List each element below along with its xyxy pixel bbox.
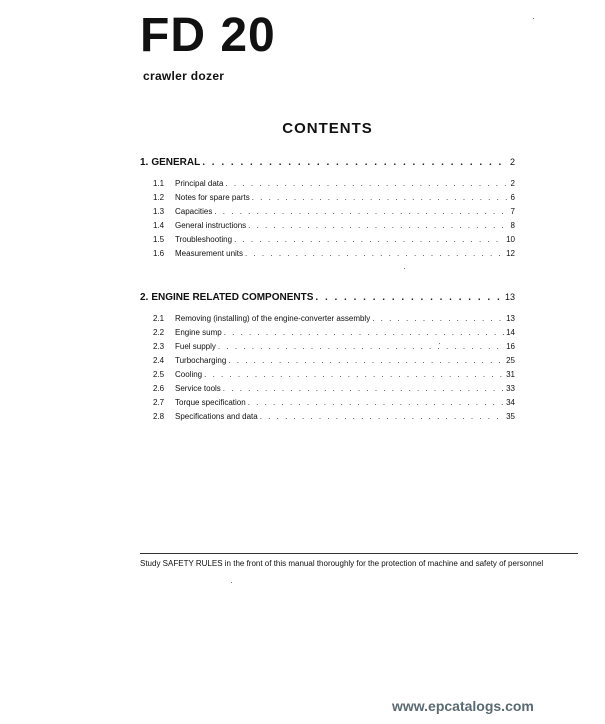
toc-entry	[140, 370, 515, 384]
toc-entry	[140, 314, 515, 328]
entry-number: 2.6	[153, 384, 165, 393]
entry-number: 2.5	[153, 370, 165, 379]
entry-title: Service tools	[175, 384, 221, 393]
section-title: ENGINE RELATED COMPONENTS	[151, 292, 314, 303]
toc-entry	[140, 235, 515, 249]
toc-entry	[140, 384, 515, 398]
entry-page: 8	[510, 221, 515, 230]
toc-entry	[140, 342, 515, 356]
toc-entry	[140, 193, 515, 207]
dot-leader	[204, 370, 504, 379]
model-subtitle: crawler dozer	[143, 69, 225, 83]
entry-page: 31	[506, 370, 515, 379]
watermark: www.epcatalogs.com	[392, 698, 534, 714]
dot-leader	[260, 412, 504, 421]
toc-section-heading	[140, 292, 515, 306]
entry-title: Troubleshooting	[175, 235, 233, 244]
dot-leader	[248, 398, 504, 407]
entry-number: 2.3	[153, 342, 165, 351]
scan-speck	[231, 582, 232, 583]
entry-number: 2.8	[153, 412, 165, 421]
dot-leader	[252, 193, 509, 202]
entry-number: 2.4	[153, 356, 165, 365]
entry-title: Fuel supply	[175, 342, 216, 351]
entry-number: 2.1	[153, 314, 165, 323]
footer-divider	[140, 553, 578, 554]
entry-number: 1.6	[153, 249, 165, 258]
toc-entry	[140, 249, 515, 263]
dot-leader	[234, 235, 504, 244]
entry-title: Engine sump	[175, 328, 222, 337]
dot-leader	[225, 179, 508, 188]
entry-title: Turbocharging	[175, 356, 227, 365]
entry-page: 16	[506, 342, 515, 351]
entry-page: 7	[510, 207, 515, 216]
toc-entry	[140, 179, 515, 193]
entry-title: Specifications and data	[175, 412, 258, 421]
entry-page: 12	[506, 249, 515, 258]
entry-page: 13	[506, 314, 515, 323]
entry-page: 34	[506, 398, 515, 407]
model-title: FD 20	[140, 9, 276, 62]
toc-entry	[140, 412, 515, 426]
entry-number: 1.4	[153, 221, 165, 230]
toc-entry	[140, 207, 515, 221]
entry-title: Measurement units	[175, 249, 244, 258]
entry-number: 1.2	[153, 193, 165, 202]
dot-leader	[372, 314, 504, 323]
entry-title: Cooling	[175, 370, 203, 379]
section-title: GENERAL	[151, 157, 201, 168]
entry-page: 2	[510, 179, 515, 188]
entry-number: 1.3	[153, 207, 165, 216]
dot-leader	[228, 356, 504, 365]
entry-number: 2.7	[153, 398, 165, 407]
toc-entry	[140, 356, 515, 370]
section-number: 2.	[140, 292, 149, 303]
entry-page: 33	[506, 384, 515, 393]
dot-leader	[245, 249, 504, 258]
scan-speck	[533, 18, 534, 19]
entry-title: General instructions	[175, 221, 247, 230]
toc-entry	[140, 328, 515, 342]
safety-note: Study SAFETY RULES in the front of this manual thoroughly for the protection of machine and safety of personnel	[140, 559, 544, 568]
dot-leader	[202, 157, 508, 168]
toc-section-heading	[140, 157, 515, 171]
dot-leader	[223, 384, 504, 393]
contents-heading: CONTENTS	[282, 120, 373, 137]
entry-page: 14	[506, 328, 515, 337]
section-page: 2	[509, 157, 515, 167]
section-page: 13	[504, 292, 515, 302]
entry-page: 35	[506, 412, 515, 421]
toc-section-general	[140, 157, 515, 263]
entry-number: 2.2	[153, 328, 165, 337]
toc-entry	[140, 398, 515, 412]
entry-page: 25	[506, 356, 515, 365]
entry-number: 1.1	[153, 179, 165, 188]
dot-leader	[218, 342, 504, 351]
entry-title: Principal data	[175, 179, 224, 188]
entry-title: Torque specification	[175, 398, 246, 407]
entry-title: Removing (installing) of the engine-converter assembly	[175, 314, 371, 323]
entry-page: 10	[506, 235, 515, 244]
dot-leader	[248, 221, 508, 230]
dot-leader	[214, 207, 508, 216]
dot-leader	[224, 328, 504, 337]
entry-title: Notes for spare parts	[175, 193, 250, 202]
dot-leader	[315, 292, 503, 303]
entry-number: 1.5	[153, 235, 165, 244]
toc-entry	[140, 221, 515, 235]
section-number: 1.	[140, 157, 149, 168]
entry-title: Capacities	[175, 207, 213, 216]
entry-page: 6	[510, 193, 515, 202]
toc-section-engine	[140, 292, 515, 426]
scan-speck	[404, 268, 405, 269]
scan-speck	[439, 343, 440, 344]
